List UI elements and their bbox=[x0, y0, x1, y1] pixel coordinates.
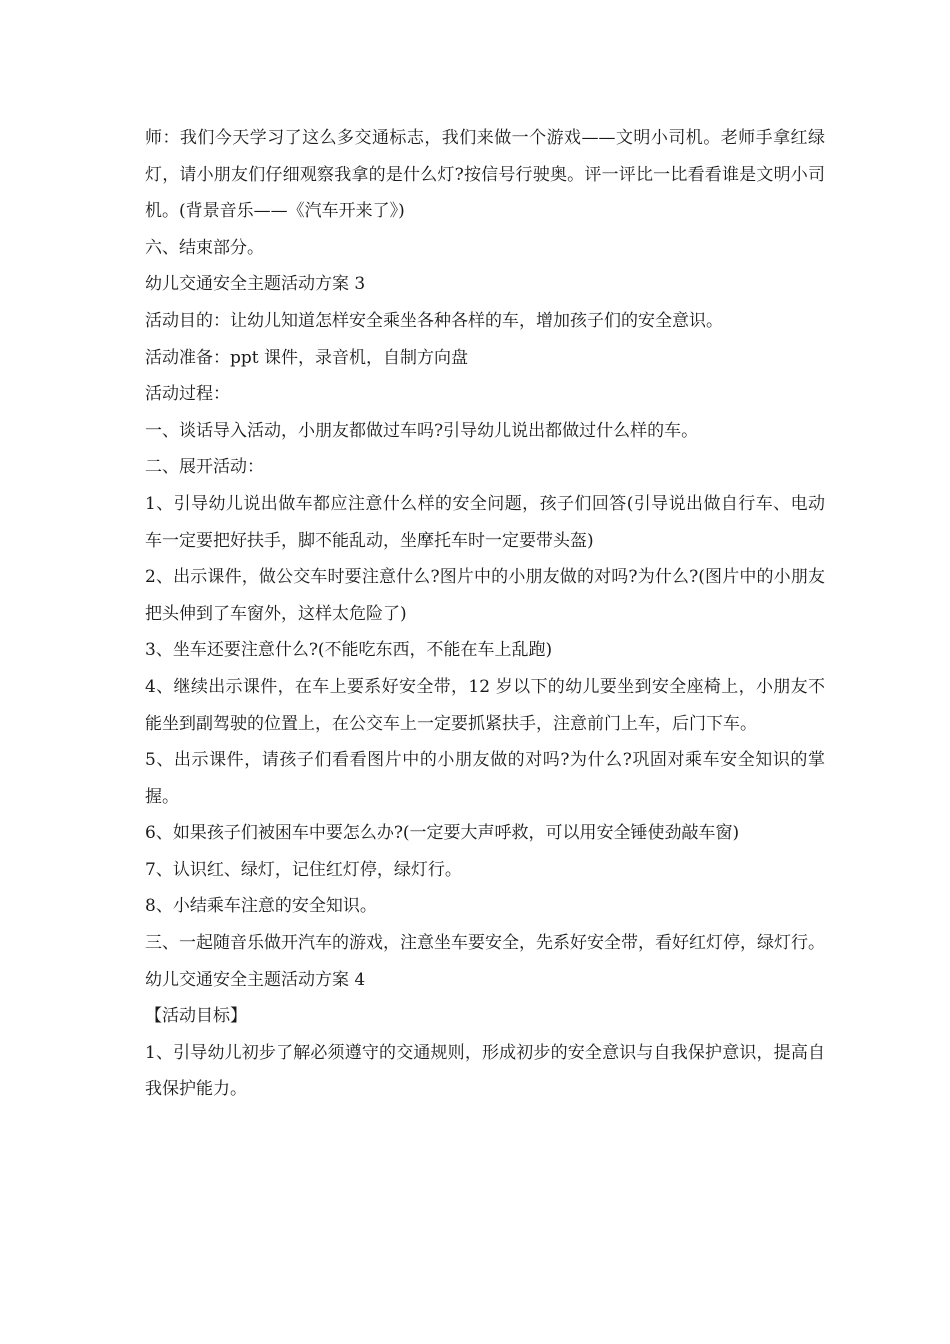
list-item-4: 4、继续出示课件，在车上要系好安全带，12 岁以下的幼儿要坐到安全座椅上，小朋友不能坐到副驾驶的位置上，在公交车上一定要抓紧扶手，注意前门上车，后门下车。 bbox=[145, 676, 825, 734]
heading-activity-goals: 【活动目标】 bbox=[145, 1006, 247, 1027]
heading-plan-4: 幼儿交通安全主题活动方案 4 bbox=[145, 969, 366, 990]
list-item-1: 1、引导幼儿说出做车都应注意什么样的安全问题，孩子们回答(引导说出做自行车、电动车一定要把好扶手，脚不能乱动，坐摩托车时一定要带头盔) bbox=[145, 493, 825, 551]
paragraph-step-two: 二、展开活动： bbox=[145, 457, 264, 478]
list-item-7: 7、认识红、绿灯，记住红灯停，绿灯行。 bbox=[145, 859, 462, 880]
paragraph-game-instructions: 师：我们今天学习了这么多交通标志，我们来做一个游戏——文明小司机。老师手拿红绿灯，请小朋友们仔细观察我拿的是什么灯?按信号行驶奥。评一评比一比看看谁是文明小司机。(背景音乐——《汽车开来了》) bbox=[145, 128, 825, 222]
list-item-8: 8、小结乘车注意的安全知识。 bbox=[145, 896, 377, 917]
paragraph-activity-goal: 活动目的：让幼儿知道怎样安全乘坐各种各样的车，增加孩子们的安全意识。 bbox=[145, 310, 723, 331]
list-item-goal-1: 1、引导幼儿初步了解必须遵守的交通规则，形成初步的安全意识与自我保护意识，提高自我保护能力。 bbox=[145, 1042, 825, 1100]
list-item-3: 3、坐车还要注意什么?(不能吃东西，不能在车上乱跑) bbox=[145, 640, 553, 661]
list-item-6: 6、如果孩子们被困车中要怎么办?(一定要大声呼救，可以用安全锤使劲敲车窗) bbox=[145, 823, 740, 844]
paragraph-activity-process: 活动过程： bbox=[145, 384, 230, 405]
paragraph-step-one: 一、谈话导入活动，小朋友都做过车吗?引导幼儿说出都做过什么样的车。 bbox=[145, 420, 699, 441]
list-item-2: 2、出示课件，做公交车时要注意什么?图片中的小朋友做的对吗?为什么?(图片中的小朋友把头伸到了车窗外，这样太危险了) bbox=[145, 567, 825, 624]
heading-plan-3: 幼儿交通安全主题活动方案 3 bbox=[145, 274, 366, 295]
document-body bbox=[145, 120, 825, 1108]
list-item-5: 5、出示课件，请孩子们看看图片中的小朋友做的对吗?为什么?巩固对乘车安全知识的掌握。 bbox=[145, 750, 825, 807]
paragraph-step-three: 三、一起随音乐做开汽车的游戏，注意坐车要安全，先系好安全带，看好红灯停，绿灯行。 bbox=[145, 933, 825, 954]
paragraph-section-six: 六、结束部分。 bbox=[145, 237, 264, 258]
paragraph-activity-prep: 活动准备：ppt 课件，录音机，自制方向盘 bbox=[145, 347, 468, 368]
